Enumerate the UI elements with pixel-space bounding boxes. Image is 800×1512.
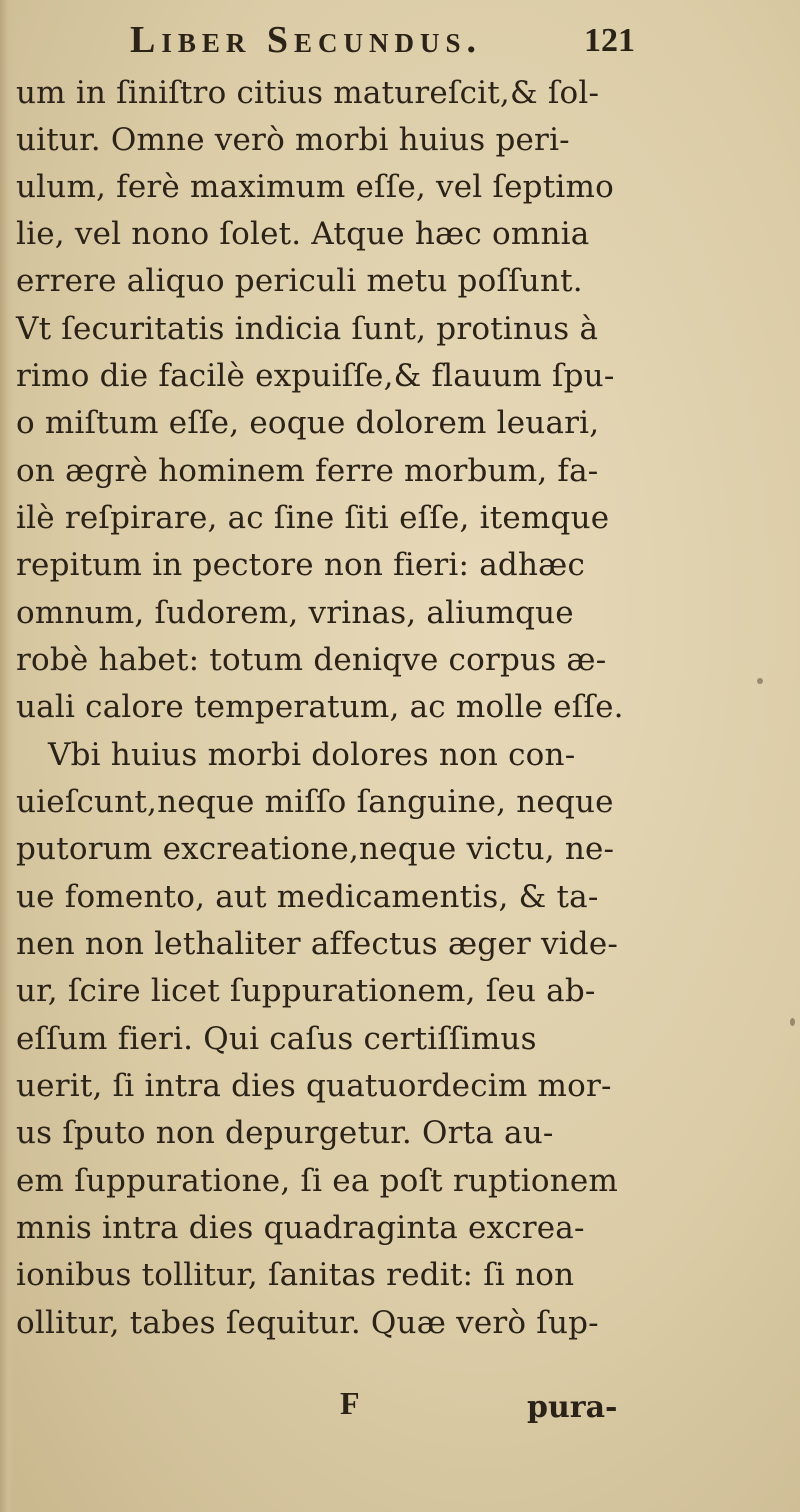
text-line: ulum, ferè maximum eſſe, vel ſeptimo	[16, 169, 614, 205]
paper-speck	[790, 1018, 795, 1026]
text-line: uieſcunt,neque miſſo ſanguine, neque	[16, 784, 614, 820]
text-line: omnum, ſudorem, vrinas, aliumque	[16, 595, 574, 631]
text-line: putorum excreatione,neque victu, ne-	[16, 831, 615, 867]
text-line: ollitur, tabes ſequitur. Quæ verò ſup-	[16, 1305, 599, 1341]
text-line: uerit, ſi intra dies quatuordecim mor-	[16, 1068, 612, 1104]
text-line: repitum in pectore non fieri: adhæc	[16, 547, 586, 583]
text-line: nen non lethaliter affectus æger vide-	[16, 926, 619, 962]
text-line: uali calore temperatum, ac molle eſſe.	[16, 689, 624, 725]
text-line: lie, vel nono ſolet. Atque hæc omnia	[16, 216, 590, 252]
signature-mark: F	[340, 1385, 360, 1421]
text-line: errere aliquo periculi metu poſſunt.	[16, 263, 583, 299]
catchword: pura-	[527, 1390, 618, 1425]
text-line: ilè reſpirare, ac ſine ſiti eſſe, itemque	[16, 500, 610, 536]
text-line: us ſputo non depurgetur. Orta au-	[16, 1115, 554, 1151]
paragraph-start-line: Vbi huius morbi dolores non con-	[48, 737, 576, 773]
text-line: ue fomento, aut medicamentis, & ta-	[16, 879, 599, 915]
text-line: ionibus tollitur, ſanitas redit: ſi non	[16, 1257, 575, 1293]
paper-speck	[757, 678, 763, 684]
text-line: em ſuppuratione, ſi ea poſt ruptionem	[16, 1163, 619, 1199]
text-line: ur, ſcire licet ſuppurationem, ſeu ab-	[16, 973, 596, 1009]
text-line: Vt ſecuritatis indicia ſunt, protinus à	[16, 311, 599, 347]
text-line: mnis intra dies quadraginta excrea-	[16, 1210, 585, 1246]
page-header	[0, 14, 800, 64]
text-line: rimo die facilè expuiſſe,& flauum ſpu-	[16, 358, 615, 394]
page-gutter	[0, 0, 14, 1512]
running-head: Liber Secundus.	[130, 19, 483, 61]
text-line: on ægrè hominem ferre morbum, fa-	[16, 453, 599, 489]
text-line: o miſtum eſſe, eoque dolorem leuari,	[16, 405, 600, 441]
text-line: robè habet: totum deniqve corpus æ-	[16, 642, 607, 678]
page-number: 121	[584, 22, 635, 59]
text-line: uitur. Omne verò morbi huius peri-	[16, 122, 570, 158]
text-line: eſſum fieri. Qui caſus certiſſimus	[16, 1021, 537, 1057]
text-line: um in ſiniſtro citius matureſcit,& ſol-	[16, 75, 600, 111]
